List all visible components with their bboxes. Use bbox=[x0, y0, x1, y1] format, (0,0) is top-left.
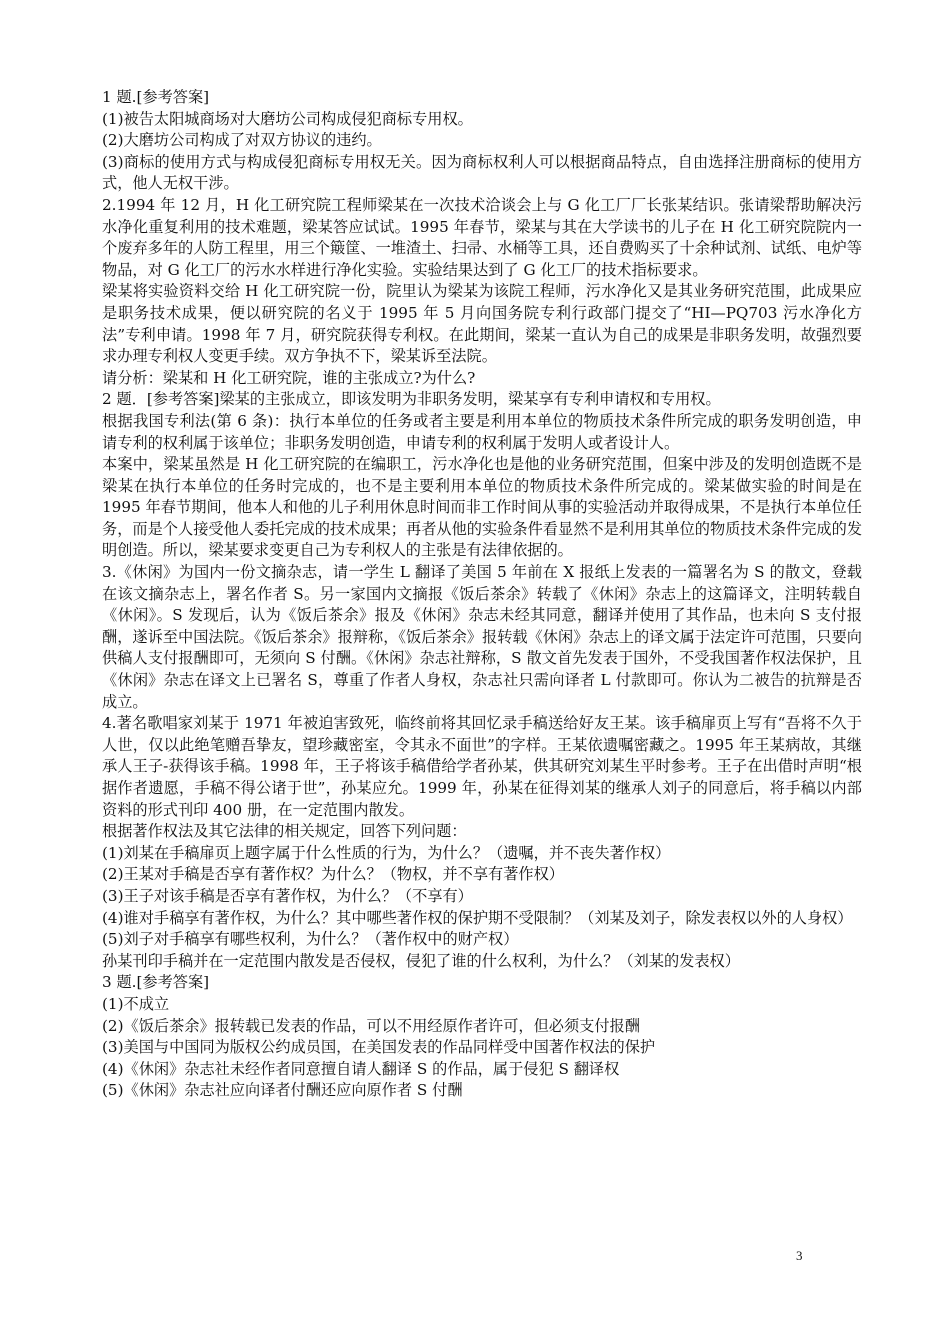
paragraph: (4)《休闲》杂志社未经作者同意擅自请人翻译 S 的作品，属于侵犯 S 翻译权 bbox=[102, 1059, 620, 1078]
paragraph: (1)不成立 bbox=[102, 994, 170, 1013]
paragraph: 根据著作权法及其它法律的相关规定，回答下列问题： bbox=[102, 822, 467, 841]
document-body bbox=[102, 87, 862, 1102]
paragraph: (1)被告太阳城商场对大磨坊公司构成侵犯商标专用权。 bbox=[102, 109, 473, 128]
paragraph: (2)王某对手稿是否享有著作权？为什么？（物权，并不享有著作权） bbox=[102, 865, 564, 884]
paragraph: 1 题.[参考答案] bbox=[102, 88, 210, 106]
paragraph: 3 题.[参考答案] bbox=[102, 973, 210, 992]
paragraph: (5)《休闲》杂志社应向译者付酬还应向原作者 S 付酬 bbox=[102, 1081, 463, 1100]
paragraph: (4)谁对手稿享有著作权，为什么？其中哪些著作权的保护期不受限制？（刘某及刘子，除发表权以外的人身权） bbox=[102, 908, 853, 927]
paragraph: 梁某将实验资料交给 H 化工研究院一份，院里认为梁某为该院工程师，污水净化又是其业务研究范围，此成果应是职务技术成果，便以研究院的名义于 1995 年 5 月向国务院专利行政部门提交了“HI—PQ703 污水净化方法”专利申请。1998 年 7 月，研究院获得专利权。在此期间，梁某一直认为自己的成果是非职务发明，故强烈要求办理专利权人变更手续。双方争执不下，梁某诉至法院。 bbox=[102, 282, 862, 366]
paragraph: (2)大磨坊公司构成了对双方协议的违约。 bbox=[102, 131, 382, 150]
paragraph: 4.著名歌唱家刘某于 1971 年被迫害致死，临终前将其回忆录手稿送给好友王某。该手稿扉页上写有“吾将不久于人世，仅以此绝笔赠吾挚友，望珍藏密室，令其永不面世”的字样。王某依遗嘱密藏之。1995 年王某病故，其继承人王子-获得该手稿。1998 年，王子将该手稿借给学者孙某，供其研究刘某生平时参考。王子在出借时声明“根据作者遗愿，手稿不得公诸于世”，孙某应允。1999 年，孙某在征得刘某的继承人刘子的同意后，将手稿以内部资料的形式刊印 400 册，在一定范围内散发。 bbox=[102, 714, 862, 819]
paragraph: (5)刘子对手稿享有哪些权利，为什么？（著作权中的财产权） bbox=[102, 930, 519, 949]
paragraph: 2 题．[参考答案]梁某的主张成立，即该发明为非职务发明，梁某享有专利申请权和专用权。 bbox=[102, 390, 721, 409]
paragraph: 本案中，梁某虽然是 H 化工研究院的在编职工，污水净化也是他的业务研究范围，但案中涉及的发明创造既不是梁某在执行本单位的任务时完成的，也不是主要利用本单位的物质技术条件所完成的。梁某做实验的时间是在 1995 年春节期间，他本人和他的儿子利用休息时间而非工作时间从事的实验活动并取得成果，不是执行本单位任务，而是个人接受他人委托完成的技术成果；再者从他的实验条件看显然不是利用其单位的物质技术条件完成的发明创造。所以，梁某要求变更自己为专利权人的主张是有法律依据的。 bbox=[102, 455, 862, 560]
paragraph: 3.《休闲》为国内一份文摘杂志，请一学生 L 翻译了美国 5 年前在 X 报纸上发表的一篇署名为 S 的散文，登载在该文摘杂志上，署名作者 S。另一家国内文摘报《饭后茶余》转载了《休闲》杂志上的这篇译文，注明转载自《休闲》。S 发现后，认为《饭后茶余》报及《休闲》杂志未经其同意，翻译并使用了其作品，也未向 S 支付报酬，遂诉至中国法院。《饭后茶余》报辩称，《饭后茶余》报转载《休闲》杂志上的译文属于法定许可范围，只要向供稿人支付报酬即可，无须向 S 付酬。《休闲》杂志社辩称，S 散文首先发表于国外，不受我国著作权法保护，且《休闲》杂志在译文上已署名 S，尊重了作者人身权，杂志社只需向译者 L 付款即可。你认为二被告的抗辩是否成立。 bbox=[102, 563, 862, 711]
paragraph: 请分析：梁某和 H 化工研究院，谁的主张成立?为什么? bbox=[102, 368, 476, 387]
paragraph: 2.1994 年 12 月，H 化工研究院工程师梁某在一次技术洽谈会上与 G 化工厂厂长张某结识。张请梁帮助解决污水净化重复利用的技术难题，梁某答应试试。1995 年春节，梁某与其在大学读书的儿子在 H 化工研究院院内一个废弃多年的人防工程里，用三个簸筐、一堆渣土、扫帚、水桶等工具，还自费购买了十余种试剂、试纸、电炉等物品，对 G 化工厂的污水水样进行净化实验。实验结果达到了 G 化工厂的技术指标要求。 bbox=[102, 195, 862, 279]
paragraph: (3)王子对该手稿是否享有著作权，为什么？（不享有） bbox=[102, 886, 473, 905]
paragraph: (1)刘某在手稿扉页上题字属于什么性质的行为，为什么？（遗嘱，并不丧失著作权） bbox=[102, 843, 671, 862]
paragraph: (3)商标的使用方式与构成侵犯商标专用权无关。因为商标权利人可以根据商品特点，自由选择注册商标的使用方式，他人无权干涉。 bbox=[102, 152, 862, 193]
paragraph: 孙某刊印手稿并在一定范围内散发是否侵权，侵犯了谁的什么权利，为什么？（刘某的发表权） bbox=[102, 951, 740, 970]
page-number: 3 bbox=[796, 1248, 803, 1263]
paragraph: 根据我国专利法(第 6 条)：执行本单位的任务或者主要是利用本单位的物质技术条件所完成的职务发明创造，申请专利的权利属于该单位；非职务发明创造，申请专利的权利属于发明人或者设计人。 bbox=[102, 411, 862, 452]
paragraph: (3)美国与中国同为版权公约成员国，在美国发表的作品同样受中国著作权法的保护 bbox=[102, 1038, 656, 1057]
paragraph: (2)《饭后茶余》报转载已发表的作品，可以不用经原作者许可，但必须支付报酬 bbox=[102, 1016, 640, 1035]
